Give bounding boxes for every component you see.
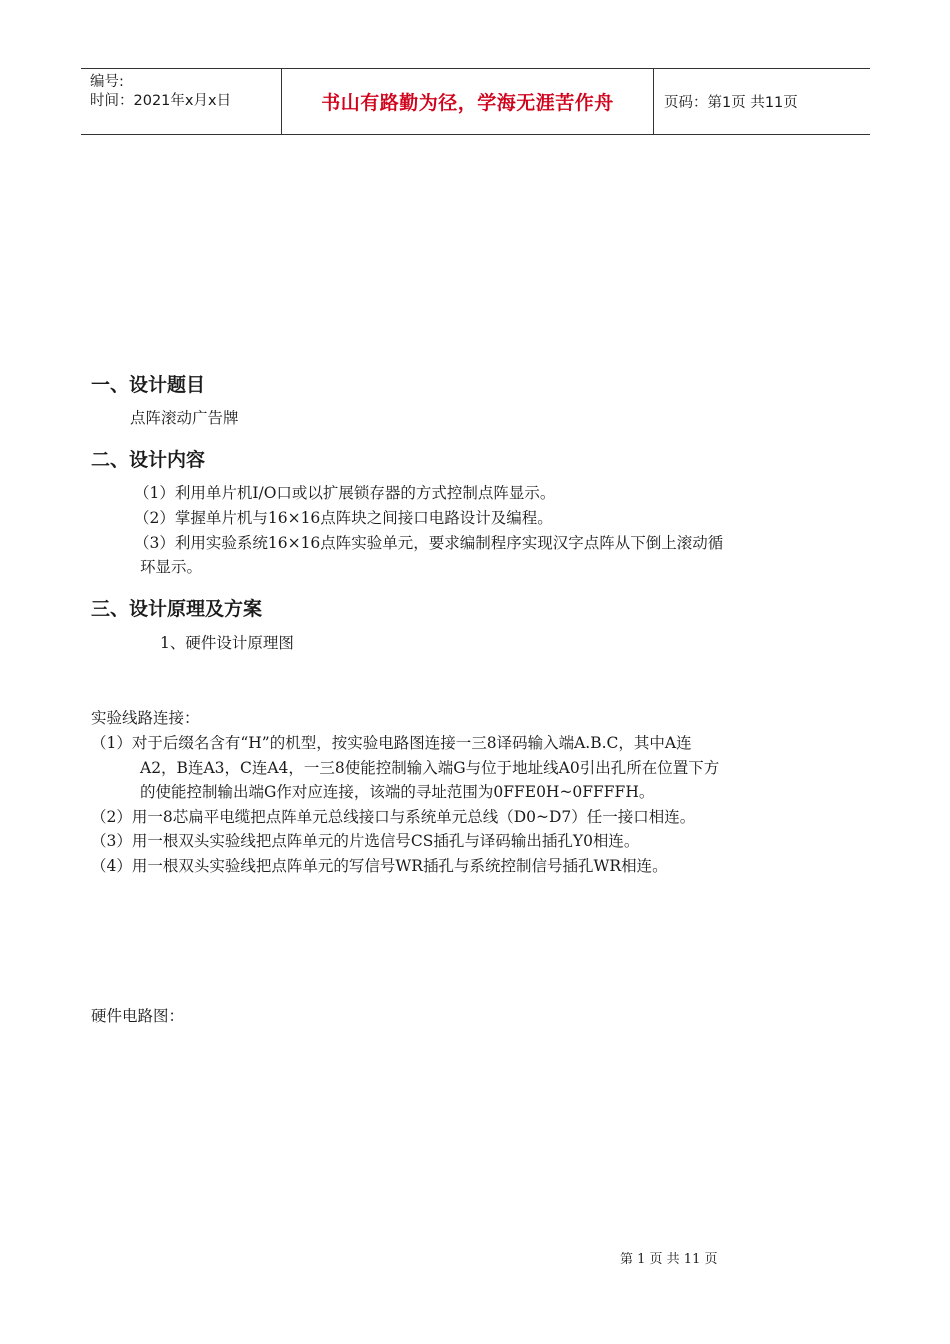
content-item-3-cont: 环显示。 xyxy=(140,558,203,576)
wiring-item-1: （1）对于后缀名含有“H”的机型，按实验电路图连接一三8译码输入端A.B.C，其中A连 xyxy=(91,734,692,752)
page-info: 页码：第1页 共11页 xyxy=(664,95,798,111)
section-1-body: 点阵滚动广告牌 xyxy=(130,409,239,427)
content-item-2: （2）掌握单片机与16×16点阵块之间接口电路设计及编程。 xyxy=(134,509,553,527)
page-footer: 第 1 页 共 11 页 xyxy=(620,1252,718,1267)
content-item-3: （3）利用实验系统16×16点阵实验单元，要求编制程序实现汉字点阵从下倒上滚动循 xyxy=(134,534,724,552)
wiring-title: 实验线路连接： xyxy=(91,709,200,727)
wiring-item-4: （4）用一根双头实验线把点阵单元的写信号WR插孔与系统控制信号插孔WR相连。 xyxy=(91,857,668,875)
header-motto-cell xyxy=(282,69,654,134)
section-heading-1: 一、设计题目 xyxy=(91,374,206,396)
wiring-item-2: （2）用一8芯扁平电缆把点阵单元总线接口与系统单元总线（D0~D7）任一接口相连。 xyxy=(91,808,696,826)
motto-text: 书山有路勤为径，学海无涯苦作舟 xyxy=(321,92,614,114)
section-heading-3: 三、设计原理及方案 xyxy=(91,598,263,620)
section-heading-2: 二、设计内容 xyxy=(91,449,206,471)
section-3-subheading: 1、硬件设计原理图 xyxy=(160,634,294,652)
wiring-item-3: （3）用一根双头实验线把点阵单元的片选信号CS插孔与译码输出插孔Y0相连。 xyxy=(91,832,640,850)
circuit-label: 硬件电路图： xyxy=(91,1007,185,1025)
wiring-item-1-cont-2: 的使能控制输出端G作对应连接，该端的寻址范围为0FFE0H~0FFFFH。 xyxy=(140,783,655,801)
time-label: 时间：2021年x月x日 xyxy=(90,93,232,109)
content-item-1: （1）利用单片机I/O口或以扩展锁存器的方式控制点阵显示。 xyxy=(134,484,556,502)
wiring-item-1-cont-1: A2，B连A3，C连A4，一三8使能控制输入端G与位于地址线A0引出孔所在位置下方 xyxy=(140,759,720,777)
header-table xyxy=(81,68,870,135)
header-page-cell xyxy=(654,69,870,134)
number-label: 编号: xyxy=(90,74,124,90)
header-meta-cell xyxy=(81,69,282,134)
